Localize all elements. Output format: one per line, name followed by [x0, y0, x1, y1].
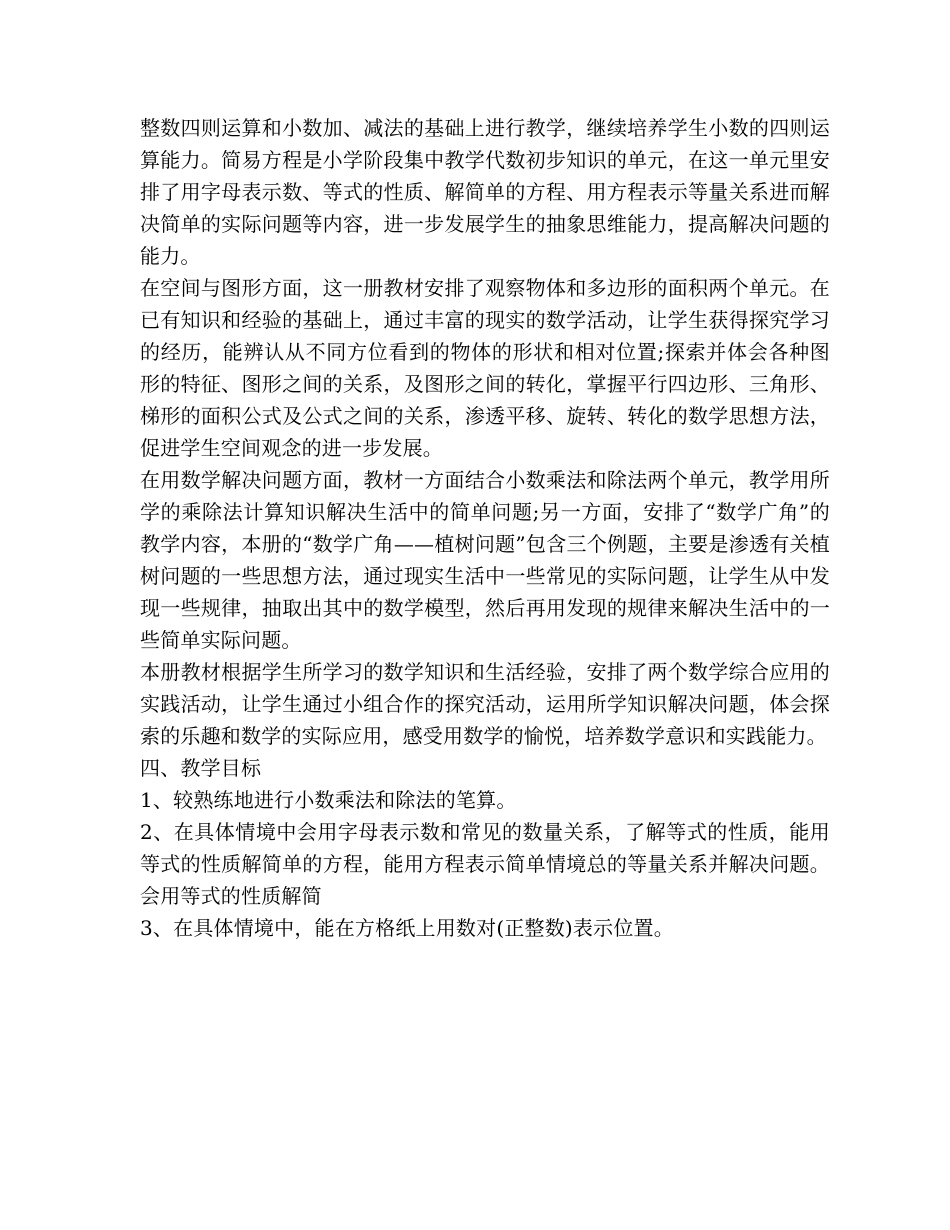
paragraph-space-and-shapes: 在空间与图形方面，这一册教材安排了观察物体和多边形的面积两个单元。在已有知识和经验的基础上，通过丰富的现实的数学活动，让学生获得探究学习的经历，能辨认从不同方位看到的物体的形状和相对位置;探索并体会各种图形的特征、图形之间的关系，及图形之间的转化，掌握平行四边形、三角形、梯形的面积公式及公式之间的关系，渗透平移、旋转、转化的数学思想方法，促进学生空间观念的进一步发展。 — [140, 276, 830, 460]
goal-item-2: 2、在具体情境中会用字母表示数和常见的数量关系，了解等式的性质，能用等式的性质解简单的方程，能用方程表示简单情境总的等量关系并解决问题。会用等式的性质解简 — [140, 820, 830, 908]
goal-item-1: 1、较熟练地进行小数乘法和除法的笔算。 — [140, 788, 517, 812]
paragraph-continuation-operations: 整数四则运算和小数加、减法的基础上进行教学，继续培养学生小数的四则运算能力。简易方程是小学阶段集中教学代数初步知识的单元，在这一单元里安排了用字母表示数、等式的性质、解简单的方程、用方程表示等量关系进而解决简单的实际问题等内容，进一步发展学生的抽象思维能力，提高解决问题的能力。 — [140, 116, 830, 268]
paragraph-practice-activities: 本册教材根据学生所学习的数学知识和生活经验，安排了两个数学综合应用的实践活动，让学生通过小组合作的探究活动，运用所学知识解决问题，体会探索的乐趣和数学的实际应用，感受用数学的愉悦，培养数学意识和实践能力。 — [140, 660, 830, 748]
section-heading-teaching-goals: 四、教学目标 — [140, 756, 262, 780]
goal-item-3: 3、在具体情境中，能在方格纸上用数对(正整数)表示位置。 — [140, 916, 674, 940]
document-page — [140, 112, 830, 944]
paragraph-problem-solving: 在用数学解决问题方面，教材一方面结合小数乘法和除法两个单元，教学用所学的乘除法计算知识解决生活中的简单问题;另一方面，安排了“数学广角”的教学内容，本册的“数学广角——植树问题”包含三个例题，主要是渗透有关植树问题的一些思想方法，通过现实生活中一些常见的实际问题，让学生从中发现一些规律，抽取出其中的数学模型，然后再用发现的规律来解决生活中的一些简单实际问题。 — [140, 468, 830, 652]
